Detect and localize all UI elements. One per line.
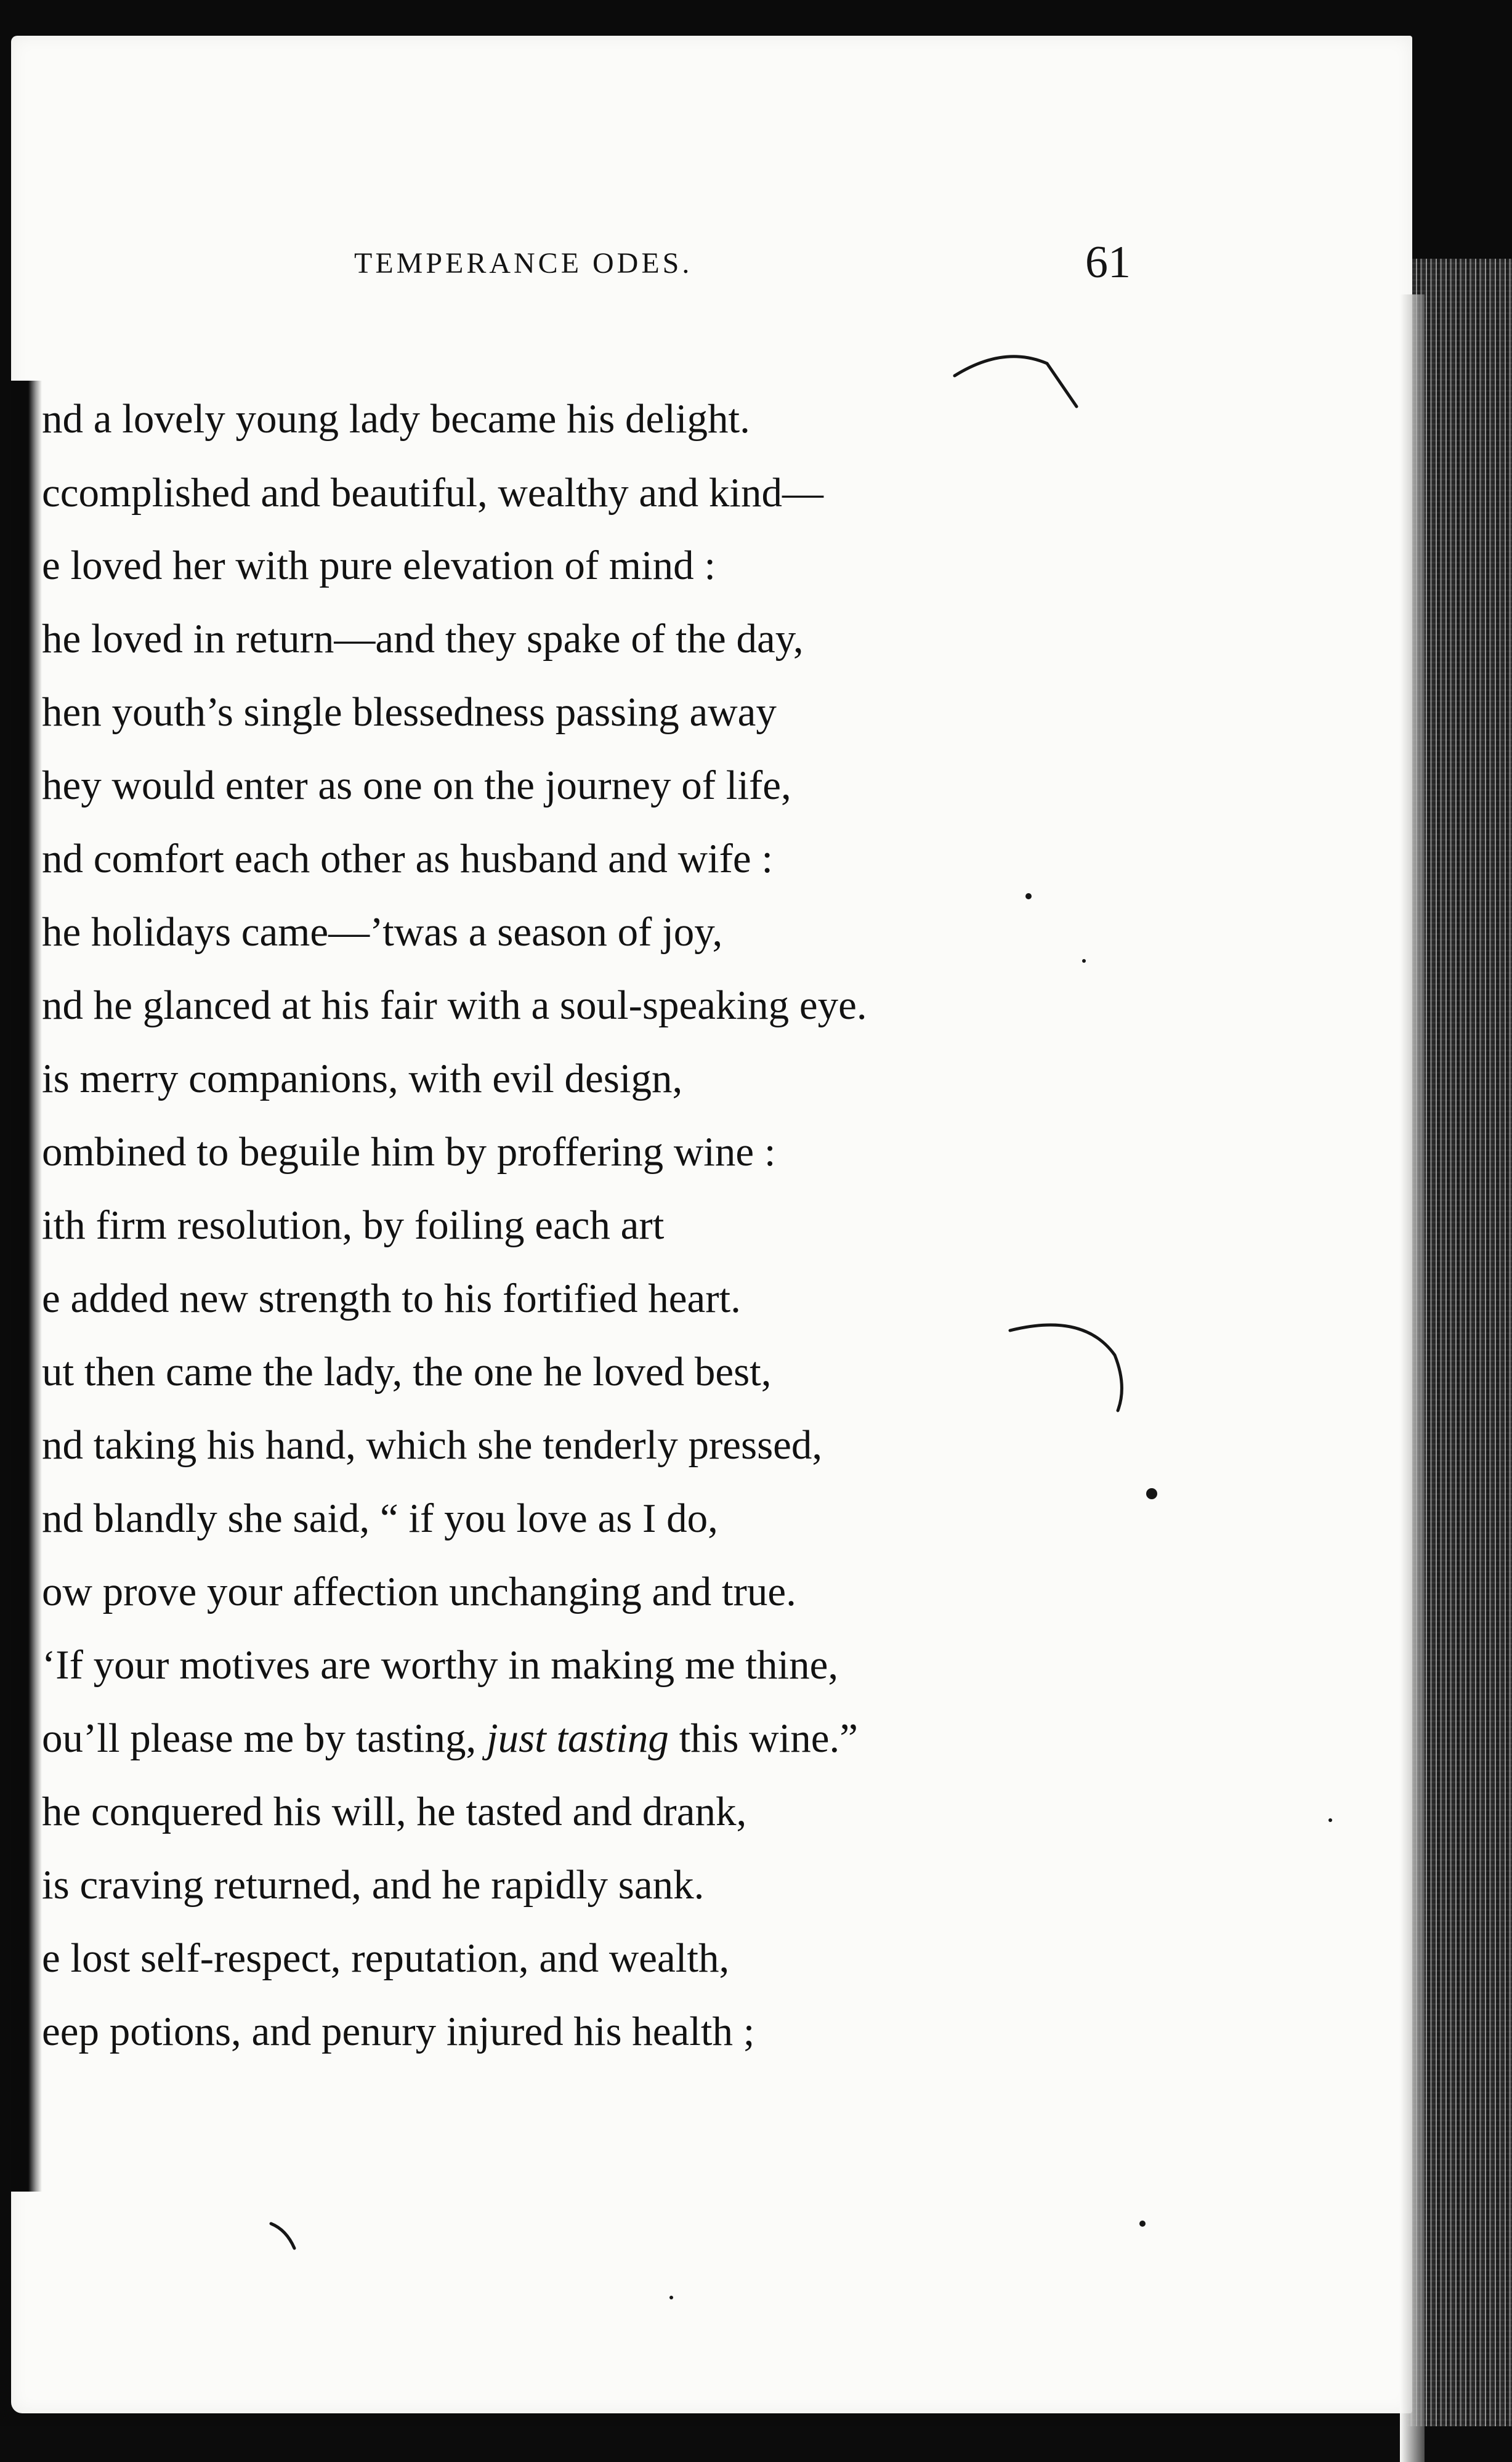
poem-line-italic: just tasting <box>486 1715 669 1761</box>
poem-line-part: ou’ll please me by tasting, <box>42 1715 487 1761</box>
poem-line: e loved her with pure elevation of mind : <box>42 543 716 588</box>
poem-line: e lost self-respect, reputation, and wealth, <box>42 1935 730 1981</box>
poem-line: ith firm resolution, by foiling each art <box>42 1202 665 1248</box>
poem-line: nd blandly she said, “ if you love as I do, <box>42 1496 718 1541</box>
poem-line: nd comfort each other as husband and wife : <box>42 836 773 881</box>
poem-line: ow prove your affection unchanging and true. <box>42 1569 796 1614</box>
poem-line: ut then came the lady, the one he loved best, <box>42 1349 772 1395</box>
page-number: 61 <box>1085 237 1131 288</box>
poem-line: he holidays came—’twas a season of joy, <box>42 909 723 955</box>
poem-line: he loved in return—and they spake of the day, <box>42 616 804 662</box>
running-header: TEMPERANCE ODES. <box>354 247 693 280</box>
page-edge-shadow <box>1400 294 1425 2462</box>
poem-line: ombined to beguile him by proffering wine : <box>42 1129 776 1175</box>
poem-line-part: this wine.” <box>668 1715 858 1761</box>
poem-line: e added new strength to his fortified heart. <box>42 1276 741 1321</box>
poem-line: ccomplished and beautiful, wealthy and kind— <box>42 470 823 516</box>
poem-line: nd a lovely young lady became his delight. <box>42 396 750 442</box>
poem-line: hey would enter as one on the journey of life, <box>42 763 791 808</box>
poem-line: hen youth’s single blessedness passing away <box>42 689 777 735</box>
poem-line: is craving returned, and he rapidly sank. <box>42 1862 705 1908</box>
poem-line: ‘If your motives are worthy in making me thine, <box>42 1642 839 1688</box>
poem-line: nd he glanced at his fair with a soul-speaking eye. <box>42 982 867 1028</box>
poem-line: is merry companions, with evil design, <box>42 1056 683 1101</box>
poem-line <box>42 1714 858 1763</box>
poem-line: he conquered his will, he tasted and drank, <box>42 1789 747 1834</box>
binding-edge-left <box>11 381 42 2192</box>
poem-line: eep potions, and penury injured his health ; <box>42 2009 755 2054</box>
poem-line: nd taking his hand, which she tenderly pressed, <box>42 1422 823 1468</box>
scan-border-top-right <box>1407 0 1512 259</box>
